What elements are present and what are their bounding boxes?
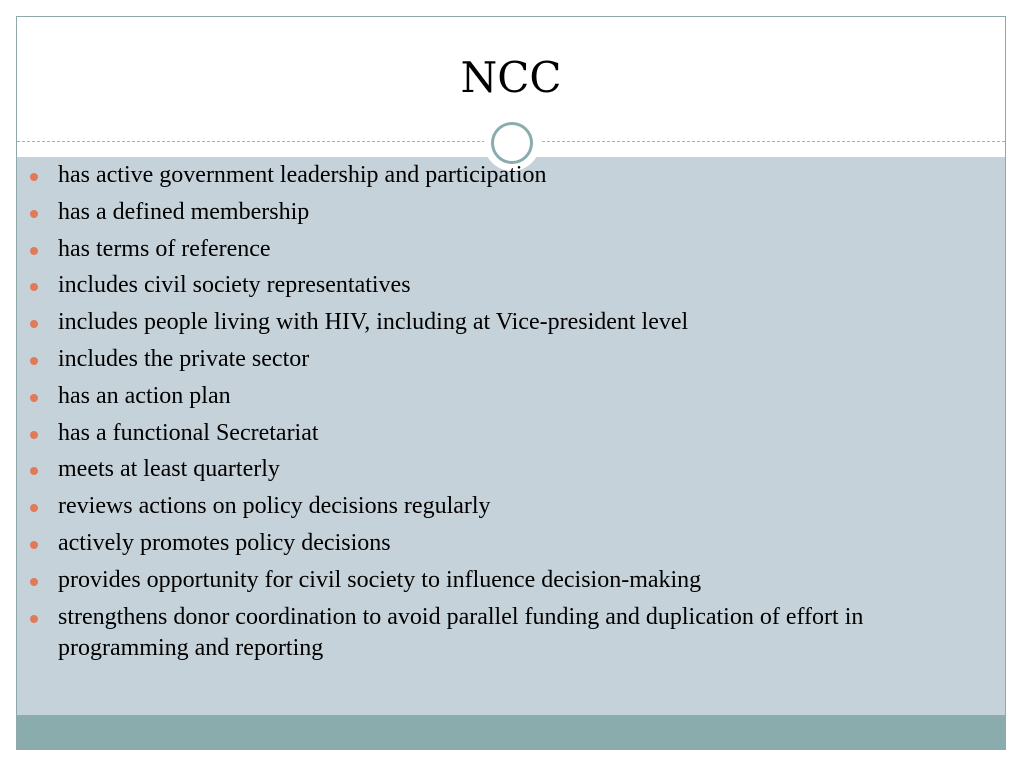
bullet-dot-icon xyxy=(30,173,38,181)
bullet-text: strengthens donor coordination to avoid parallel funding and duplication of effort in programming and reporting xyxy=(58,603,864,661)
bullet-item xyxy=(24,381,924,412)
bullet-text: has a defined membership xyxy=(58,198,310,225)
bullet-dot-icon xyxy=(30,504,38,512)
bullet-item xyxy=(24,197,924,228)
bullet-item xyxy=(24,234,924,265)
bullet-item xyxy=(24,160,924,191)
bullet-dot-icon xyxy=(30,210,38,218)
bullet-dot-icon xyxy=(30,541,38,549)
bullet-dot-icon xyxy=(30,394,38,402)
bullet-text: actively promotes policy decisions xyxy=(58,529,391,556)
slide-title: NCC xyxy=(460,53,562,102)
bullet-dot-icon xyxy=(30,467,38,475)
bullet-item xyxy=(24,344,924,375)
bullet-item xyxy=(24,307,924,338)
bullet-item xyxy=(24,418,924,449)
bullet-item xyxy=(24,454,924,485)
bullet-text: has active government leadership and participation xyxy=(58,162,547,188)
bullet-dot-icon xyxy=(30,615,38,623)
bullet-dot-icon xyxy=(30,247,38,255)
bullet-text: provides opportunity for civil society to influence decision-making xyxy=(58,566,702,593)
bullet-item xyxy=(24,491,924,522)
bullet-text: has a functional Secretariat xyxy=(58,419,319,446)
bullet-list xyxy=(24,160,924,669)
bullet-item xyxy=(24,528,924,559)
divider-circle-ring xyxy=(491,122,533,164)
bullet-dot-icon xyxy=(30,578,38,586)
bullet-dot-icon xyxy=(30,357,38,365)
bullet-item xyxy=(24,602,924,664)
bullet-item xyxy=(24,565,924,596)
bullet-item xyxy=(24,270,924,301)
bullet-dot-icon xyxy=(30,431,38,439)
bullet-text: includes people living with HIV, including at Vice-president level xyxy=(58,309,689,336)
bullet-text: has terms of reference xyxy=(58,235,271,262)
bullet-text: includes the private sector xyxy=(58,345,310,372)
bullet-text: reviews actions on policy decisions regularly xyxy=(58,493,491,520)
bullet-dot-icon xyxy=(30,320,38,328)
bullet-text: has an action plan xyxy=(58,382,231,409)
bullet-dot-icon xyxy=(30,283,38,291)
footer-band xyxy=(17,715,1005,750)
bullet-text: meets at least quarterly xyxy=(58,456,280,483)
bullet-text: includes civil society representatives xyxy=(58,272,411,299)
